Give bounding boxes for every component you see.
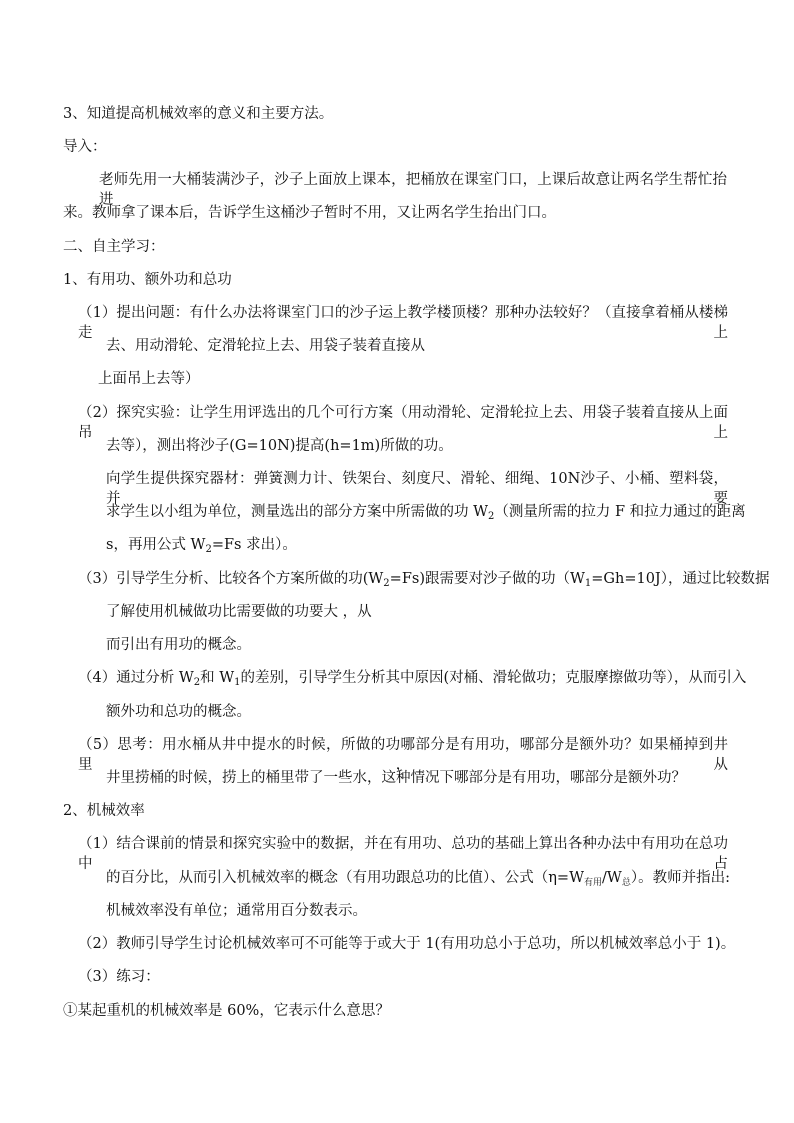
subscript-total: 总 bbox=[621, 878, 631, 888]
item-5-line-2: 井里捞桶的时候，捞上的桶里带了一些水，这种情况下哪部分是有用功，哪部分是额外功？ bbox=[106, 770, 686, 786]
efficiency-item-1-line-2-text-c: ）。教师并指出: bbox=[630, 870, 730, 886]
exercise-question-1: ①某起重机的机械效率是 60%，它表示什么意思？ bbox=[63, 1003, 390, 1019]
section-heading-self-study: 二、自主学习： bbox=[63, 239, 165, 255]
efficiency-item-2: （2）教师引导学生讨论机械效率可不可能等于或大于 1(有用功总小于总功，所以机械效率总小于 1)。 bbox=[78, 936, 736, 952]
item-2-line-3: 向学生提供探究器材：弹簧测力计、铁架台、刻度尺、滑轮、细绳、10N沙子、小桶、塑料袋，并要 bbox=[106, 471, 728, 507]
intro-paragraph-line-2: 来。教师拿了课本后，告诉学生这桶沙子暂时不用，又让两名学生抬出门口。 bbox=[63, 205, 556, 221]
subsection-heading-work: 1、有用功、额外功和总功 bbox=[63, 272, 232, 288]
subscript-2: 2 bbox=[488, 511, 495, 522]
intro-heading: 导入： bbox=[63, 139, 107, 155]
efficiency-item-1-line-2 bbox=[106, 868, 730, 888]
item-4-line-1 bbox=[78, 668, 746, 688]
item-3-line-1-text-c: =Gh=10J），通过比较数据 bbox=[591, 571, 770, 587]
item-3-line-1-text-b: =Fs)跟需要对沙子做的功（W bbox=[389, 571, 585, 587]
item-4-line-2: 额外功和总功的概念。 bbox=[106, 704, 251, 720]
item-4-line-1-text-a: （4）通过分析 W bbox=[78, 670, 194, 686]
item-3-line-1 bbox=[78, 569, 770, 589]
subscript-1: 1 bbox=[584, 578, 592, 589]
efficiency-item-1-line-2-text-a: 的百分比，从而引入机械效率的概念（有用功跟总功的比值）、公式（η=W bbox=[106, 870, 584, 886]
item-2-line-5-text-a: s，再用公式 W bbox=[106, 537, 206, 553]
efficiency-item-1-line-3: 机械效率没有单位；通常用百分数表示。 bbox=[106, 903, 367, 919]
subscript-1: 1 bbox=[234, 677, 241, 688]
subsection-heading-efficiency: 2、机械效率 bbox=[63, 803, 145, 819]
item-1-line-1: （1）提出问题：有什么办法将课室门口的沙子运上教学楼顶楼？那种办法较好？（直接拿着桶从楼梯走上 bbox=[78, 305, 728, 341]
efficiency-item-3: （3）练习： bbox=[78, 969, 160, 985]
efficiency-item-1-line-2-text-b: /W bbox=[602, 870, 622, 886]
item-3-line-2: 了解使用机械做功比需要做的功要大 ，从 bbox=[106, 604, 372, 620]
item-2-line-1: （2）探究实验：让学生用评选出的几个可行方案（用动滑轮、定滑轮拉上去、用袋子装着直接从上面吊上 bbox=[78, 405, 728, 441]
item-2-line-5-text-b: =Fs 求出）。 bbox=[211, 537, 297, 553]
item-2-line-2: 去等），测出将沙子(G=10N)提高(h=1m)所做的功。 bbox=[106, 438, 453, 454]
item-2-line-4-text-a: 求学生以小组为单位，测量选出的部分方案中所需做的功 W bbox=[106, 504, 489, 520]
item-1-line-2: 去、用动滑轮、定滑轮拉上去、用袋子装着直接从 bbox=[106, 338, 425, 354]
item-1-line-3: 上面吊上去等） bbox=[98, 371, 200, 387]
intro-paragraph-line-1: 老师先用一大桶装满沙子，沙子上面放上课本，把桶放在课室门口，上课后故意让两名学生帮忙抬进 bbox=[99, 172, 727, 208]
item-3-line-1-text-a: （3）引导学生分析、比较各个方案所做的功(W bbox=[78, 571, 384, 587]
subscript-2: 2 bbox=[205, 544, 212, 555]
efficiency-item-1-line-1: （1）结合课前的情景和探究实验中的数据，并在有用功、总功的基础上算出各种办法中有用功在总功中占 bbox=[78, 836, 728, 872]
item-2-line-5 bbox=[106, 535, 297, 555]
objective-3: 3、知道提高机械效率的意义和主要方法。 bbox=[63, 106, 334, 122]
item-4-line-1-text-b: 和 W bbox=[200, 670, 235, 686]
item-2-line-4 bbox=[106, 502, 746, 522]
subscript-2: 2 bbox=[383, 578, 390, 589]
item-2-line-4-text-b: （测量所需的拉力 F 和拉力通过的距离 bbox=[494, 504, 746, 520]
item-5-line-1: （5）思考：用水桶从井中提水的时候，所做的功哪部分是有用功，哪部分是额外功？如果桶掉到井里，从 bbox=[78, 737, 728, 773]
item-4-line-1-text-c: 的差别，引导学生分析其中原因(对桶、滑轮做功；克服摩擦做功等），从而引入 bbox=[240, 670, 747, 686]
subscript-useful: 有用 bbox=[584, 878, 603, 888]
subscript-2: 2 bbox=[193, 677, 201, 688]
item-3-line-3: 而引出有用功的概念。 bbox=[106, 637, 251, 653]
